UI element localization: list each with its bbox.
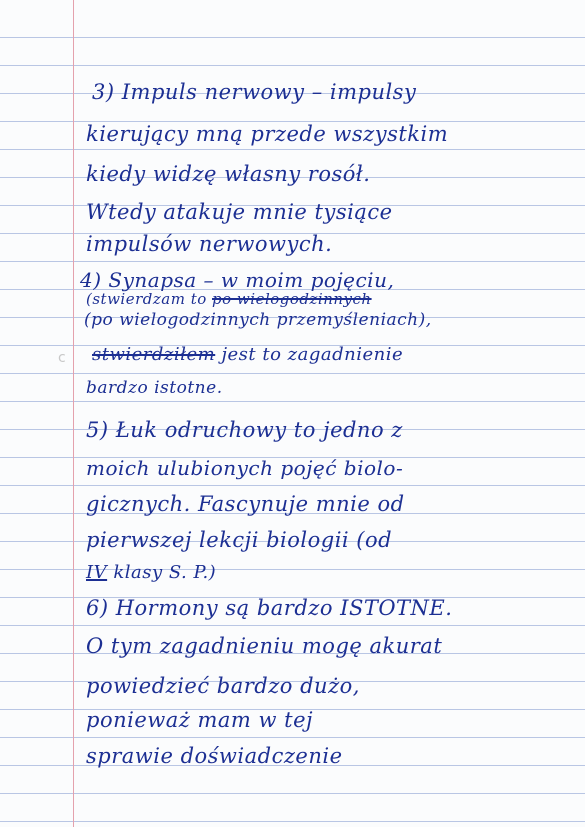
text-line-17: O tym zagadnieniu mogę akurat [86, 634, 443, 658]
text-line-15-rest: klasy S. P.) [107, 562, 217, 583]
text-line-7 [86, 290, 372, 308]
text-line-18: powiedzieć bardzo dużo, [86, 674, 360, 698]
text-line-8: (po wielogodzinnych przemyśleniach), [84, 310, 432, 330]
text-line-12: moich ulubionych pojęć biolo- [86, 456, 404, 480]
strikethrough-text: po wielogodzinnych [212, 290, 372, 308]
text-line-9-rest: jest to zagadnienie [215, 344, 404, 365]
text-line-9 [92, 344, 403, 365]
text-line-3: kiedy widzę własny rosół. [86, 162, 371, 186]
text-line-6: 4) Synapsa – w moim pojęciu, [80, 268, 395, 292]
text-line-7-start: (stwierdzam to [86, 290, 213, 308]
underlined-roman-numeral: IV [86, 562, 108, 583]
text-line-1: 3) Impuls nerwowy – impulsy [92, 80, 417, 104]
text-line-19: ponieważ mam w tej [86, 708, 314, 732]
text-line-13: gicznych. Fascynuje mnie od [86, 492, 405, 516]
text-line-10: bardzo istotne. [86, 378, 223, 398]
strikethrough-word: stwierdziłem [92, 344, 216, 365]
text-line-20: sprawie doświadczenie [86, 744, 343, 768]
text-line-15 [86, 562, 216, 583]
text-line-5: impulsów nerwowych. [86, 232, 333, 256]
text-line-16: 6) Hormony są bardzo ISTOTNE. [86, 596, 453, 620]
text-line-2: kierujący mną przede wszystkim [86, 122, 449, 146]
punch-mark: c [58, 350, 66, 366]
margin-line [73, 0, 74, 827]
text-line-11: 5) Łuk odruchowy to jedno z [86, 418, 403, 442]
text-line-4: Wtedy atakuje mnie tysiące [86, 200, 393, 224]
text-line-14: pierwszej lekcji biologii (od [86, 528, 393, 552]
